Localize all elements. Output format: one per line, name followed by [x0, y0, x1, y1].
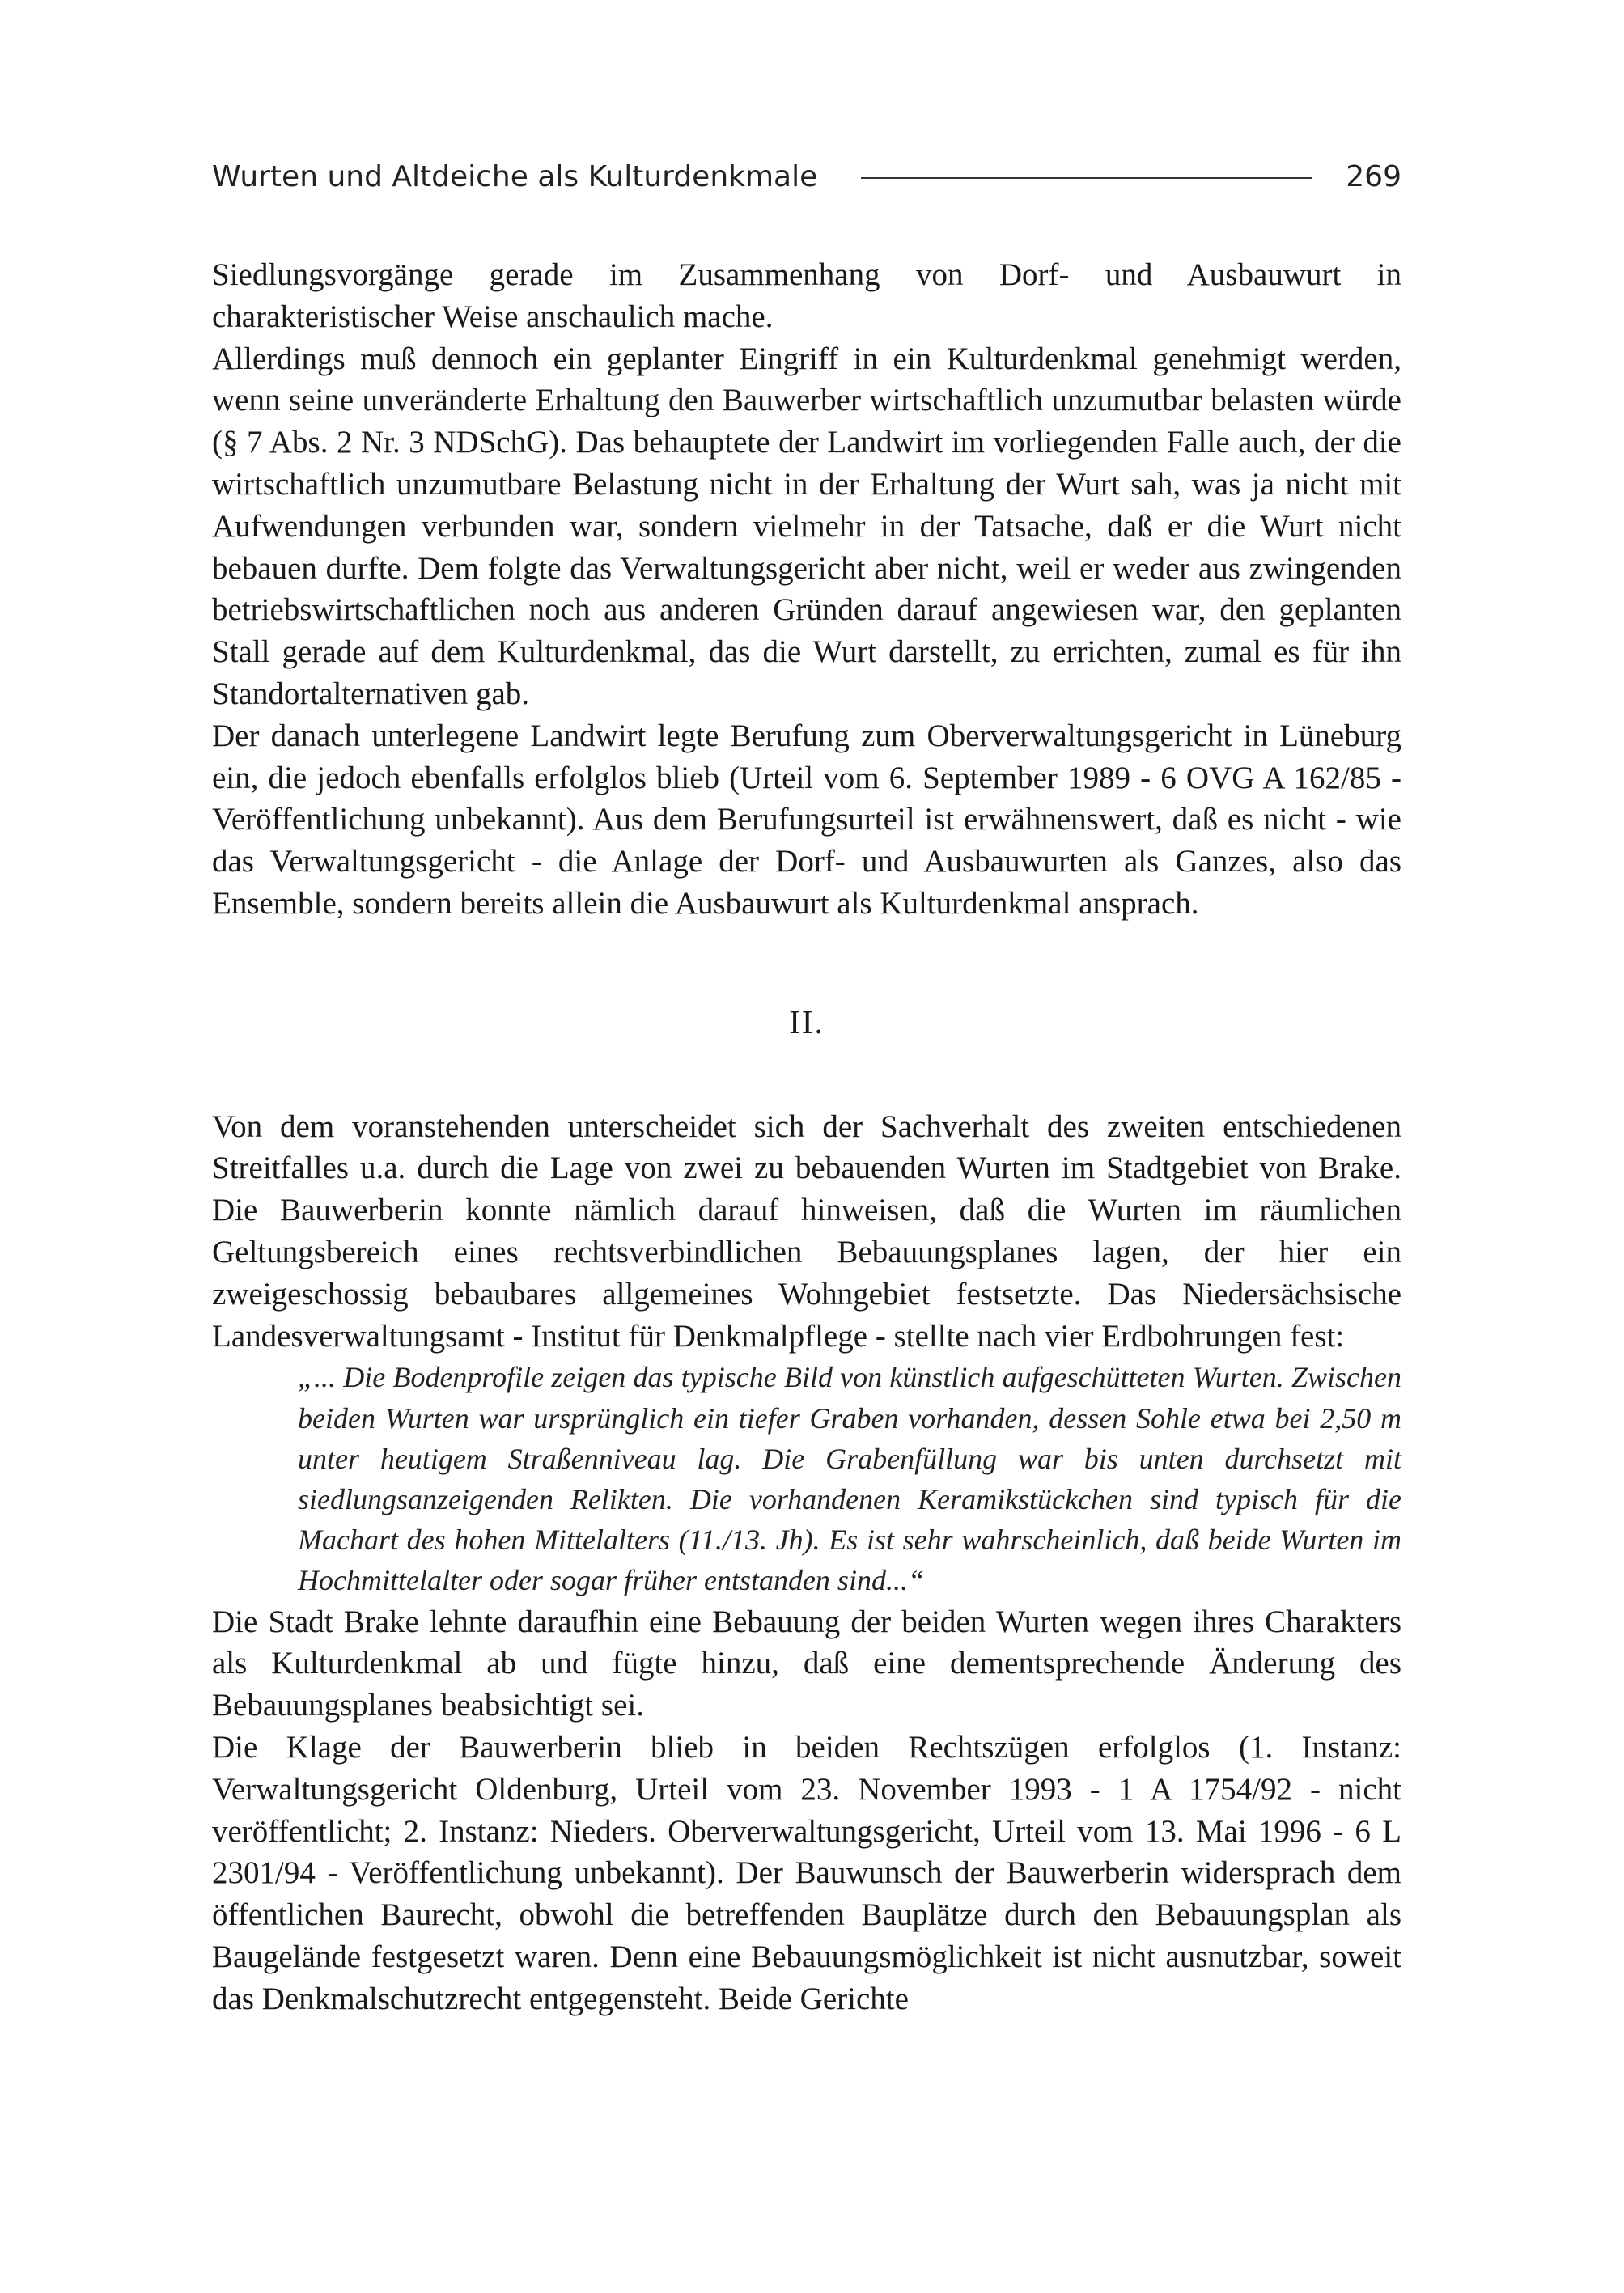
header-rule — [861, 177, 1312, 179]
paragraph-lawsuit: Die Klage der Bauwerberin blieb in beiden Rechtszügen erfolglos (1. Instanz: Verwaltungsgericht Oldenburg, Urteil vom 23. November 1993 - 1 A 1754/92 - nicht veröffentlicht; 2. Instanz: Nieders. Oberverwaltungsgericht, Urteil vom 13. Mai 1996 - 6 L 2301/94 - Veröffentlichung unbekannt). Der Bauwunsch der Bauwerberin widersprach dem öffentlichen Baurecht, obwohl die betreffenden Bauplätze durch den Bebauungsplan als Baugelände festgesetzt waren. Denn eine Bebauungsmöglichkeit ist nicht ausnutzbar, soweit das Denkmalschutzrecht entgegensteht. Beide Gerichte — [212, 1729, 1401, 2016]
paragraph-city-brake: Die Stadt Brake lehnte daraufhin eine Bebauung der beiden Wurten wegen ihres Charakters als Kulturdenkmal ab und fügte hinzu, daß eine dementsprechende Änderung des Bebauungsplanes beabsichtigt sei. — [212, 1604, 1401, 1723]
block-quote: „... Die Bodenprofile zeigen das typische Bild von künstlich aufgeschütteten Wurten. Zwischen beiden Wurten war ursprünglich ein tiefer Graben vorhanden, dessen Sohle etwa bei 2,50 m unter heutigem Straßenniveau lag. Die Grabenfüllung war bis unten durchsetzt mit siedlungsanzeigenden Relikten. Die vorhandenen Keramikstückchen sind typisch für die Machart des hohen Mittelalters (11./13. Jh). Es ist sehr wahrscheinlich, daß beide Wurten im Hochmittelalter oder sogar früher entstanden sind...“ — [298, 1361, 1401, 1597]
paragraph-appeal: Der danach unterlegene Landwirt legte Berufung zum Oberverwaltungsgericht in Lüneburg ein, die jedoch ebenfalls erfolglos blieb (Urteil vom 6. September 1989 - 6 OVG A 162/85 - Veröffentlichung unbekannt). Aus dem Berufungsurteil ist erwähnenswert, daß es nicht - wie das Verwaltungsgericht - die Anlage der Dorf- und Ausbauwurten als Ganzes, also das Ensemble, sondern bereits allein die Ausbauwurt als Kulturdenkmal ansprach. — [212, 718, 1401, 921]
paragraph-economic-burden: Allerdings muß dennoch ein geplanter Eingriff in ein Kulturdenkmal genehmigt werden, wenn seine unveränderte Erhaltung den Bauwerber wirtschaftlich unzumutbar belasten würde (§ 7 Abs. 2 Nr. 3 NDSchG). Das behauptete der Landwirt im vorliegenden Falle auch, der die wirtschaftlich unzumutbare Belastung nicht in der Erhaltung der Wurt sah, was ja nicht mit Aufwendungen verbunden war, sondern vielmehr in der Tatsache, daß er die Wurt nicht bebauen durfte. Dem folgte das Verwaltungsgericht aber nicht, weil er weder aus zwingenden betriebswirtschaftlichen noch aus anderen Gründen darauf angewiesen war, den geplanten Stall gerade auf dem Kulturdenkmal, das die Wurt darstellt, zu errichten, zumal es für ihn Standortalternativen gab. — [212, 341, 1401, 711]
paragraph-second-case: Von dem voranstehenden unterscheidet sich der Sachverhalt des zweiten entschiedenen Streitfalles u.a. durch die Lage von zwei zu bebauenden Wurten im Stadtgebiet von Brake. Die Bauwerberin konnte nämlich darauf hinweisen, daß die Wurten im räumlichen Geltungsbereich eines rechtsverbindlichen Bebauungsplanes lagen, der hier ein zweigeschossig bebaubares allgemeines Wohngebiet festsetzte. Das Niedersächsische Landesverwaltungsamt - Institut für Denkmalpflege - stellte nach vier Erdbohrungen fest: — [212, 1108, 1401, 1354]
section-heading: II. — [789, 1002, 825, 1041]
running-title: Wurten und Altdeiche als Kulturdenkmale — [212, 159, 818, 193]
paragraph-continuation: Siedlungsvorgänge gerade im Zusammenhang von Dorf- und Ausbauwurt in charakteristischer Weise anschaulich mache. — [212, 257, 1401, 334]
running-header — [212, 154, 1401, 199]
page-number: 269 — [1346, 159, 1401, 193]
book-page — [212, 154, 1401, 2020]
